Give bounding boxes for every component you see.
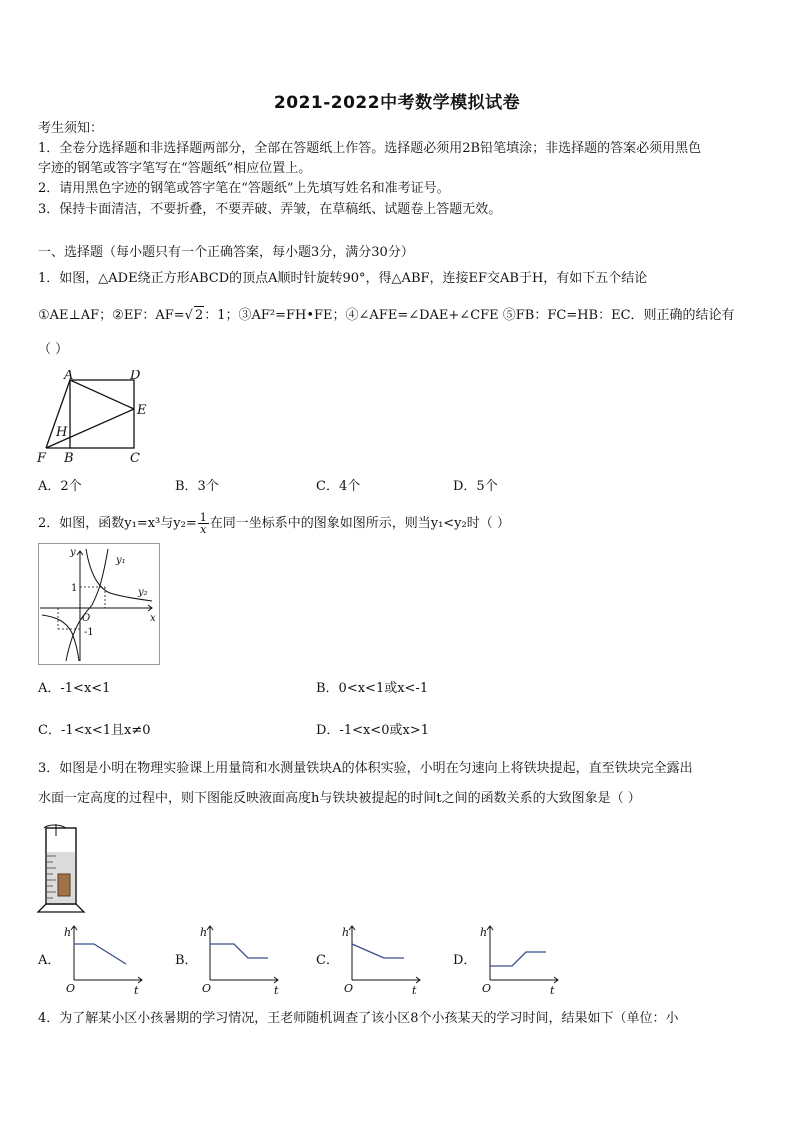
q3-stem-line1: 3．如图是小明在物理实验课上用量筒和水测量铁块A的体积实验，小明在匀速向上将铁块提起，直至铁块完全露出 — [38, 761, 693, 776]
q3-option-a-graph — [60, 922, 150, 998]
q3-option-b-graph — [196, 922, 286, 998]
graph-label-origin: O — [82, 613, 91, 624]
q2-stem-part-a: 2．如图，函数y₁=x³与y₂= — [38, 516, 197, 531]
q3-option-c-label: C． — [316, 953, 339, 968]
option-d-o: O — [482, 982, 492, 995]
option-a-o: O — [66, 982, 76, 995]
notice-item-2: 2．请用黑色字迹的钢笔或答字笔在“答题纸”上先填写姓名和准考证号。 — [38, 181, 450, 196]
q3-stem-line2: 水面一定高度的过程中，则下图能反映液面高度h与铁块被提起的时间t之间的函数关系的大致图象是（ ） — [38, 791, 641, 806]
q1-stem-line3: （ ） — [38, 342, 69, 357]
sqrt-symbol: √ — [184, 308, 193, 323]
graph-label-y1: y₁ — [116, 555, 126, 566]
q1-stem-line1: 1．如图，△ADE绕正方形ABCD的顶点A顺时针旋转90°，得△ABF，连接EF交AB于H，有如下五个结论 — [38, 271, 648, 286]
curve-y2-left — [42, 615, 79, 661]
q2-fraction-numerator: 1 — [199, 511, 207, 524]
option-c-h: h — [342, 926, 350, 939]
cylinder-base — [38, 904, 84, 912]
segment-ae — [70, 380, 134, 409]
option-b-t: t — [274, 984, 279, 997]
q1-option-b: B．3个 — [175, 479, 219, 494]
q3-option-a-label: A． — [38, 953, 61, 968]
label-c: C — [130, 451, 140, 466]
q3-cylinder-figure — [36, 822, 98, 914]
option-b-line — [210, 944, 268, 958]
label-e: E — [137, 403, 147, 418]
q1-stem-line2 — [38, 306, 758, 325]
option-d-line — [490, 952, 546, 966]
q3-option-d-label: D． — [453, 953, 477, 968]
q2-function-graph — [38, 543, 160, 665]
q3-option-d-graph — [476, 922, 566, 998]
graph-label-neg-one: -1 — [84, 627, 94, 638]
q2-option-d: D．-1<x<0或x>1 — [316, 723, 429, 738]
q1-option-d: D．5个 — [453, 479, 498, 494]
q3-option-b-label: B． — [175, 953, 198, 968]
q1-option-c: C．4个 — [316, 479, 361, 494]
notice-heading: 考生须知： — [38, 121, 104, 136]
option-c-t: t — [412, 984, 417, 997]
page-title: 2021-2022中考数学模拟试卷 — [273, 93, 521, 113]
label-d: D — [130, 370, 141, 383]
q1-option-a: A．2个 — [38, 479, 82, 494]
graph-frame — [39, 544, 160, 665]
label-f: F — [37, 451, 47, 466]
option-b-h: h — [200, 926, 208, 939]
option-a-h: h — [64, 926, 72, 939]
curve-y1 — [66, 549, 108, 661]
q4-stem-line1: 4．为了解某小区小孩暑期的学习情况，王老师随机调查了该小区8个小孩某天的学习时间，结果如下（单位：小 — [38, 1011, 679, 1026]
q1-stem-part-b: ：1；③AF²=FH•FE；④∠AFE=∠DAE+∠CFE ⑤FB：FC=HB：EC．则正确的结论有 — [204, 308, 735, 323]
option-d-h: h — [480, 926, 488, 939]
option-a-t: t — [134, 984, 139, 997]
q2-stem-part-b: 在同一坐标系中的图象如图所示，则当y₁<y₂时（ ） — [209, 516, 510, 531]
label-b: B — [64, 451, 74, 466]
q2-option-c: C．-1<x<1且x≠0 — [38, 723, 151, 738]
q1-stem-part-a: ①AE⊥AF；②EF：AF= — [38, 308, 185, 323]
q2-fraction-denominator: x — [200, 523, 207, 536]
graph-label-y2: y₂ — [138, 587, 148, 598]
notice-item-1-cont: 字迹的钢笔或答字笔写在“答题纸”相应位置上。 — [38, 161, 312, 176]
q2-fraction — [198, 512, 209, 535]
graph-label-x: x — [150, 613, 156, 624]
q3-option-c-graph — [338, 922, 428, 998]
iron-block — [58, 874, 70, 896]
option-c-line — [352, 944, 404, 958]
graph-label-one: 1 — [71, 583, 78, 594]
option-b-o: O — [202, 982, 212, 995]
label-a: A — [64, 370, 74, 383]
graph-label-y: y — [70, 547, 76, 558]
option-d-t: t — [550, 984, 555, 997]
q2-option-a: A．-1<x<1 — [38, 681, 111, 696]
square-abcd — [70, 380, 134, 448]
section-heading: 一、选择题（每小题只有一个正确答案，每小题3分，满分30分） — [38, 245, 414, 260]
option-c-o: O — [344, 982, 354, 995]
notice-item-1: 1．全卷分选择题和非选择题两部分，全部在答题纸上作答。选择题必须用2B铅笔填涂；非选择题的答案必须用黑色 — [38, 141, 702, 156]
q1-sqrt-value: 2 — [194, 308, 204, 323]
q2-option-b: B．0<x<1或x<-1 — [316, 681, 429, 696]
option-a-line — [74, 944, 126, 964]
q1-square-figure — [34, 370, 154, 466]
label-h: H — [56, 425, 68, 440]
q2-stem — [38, 512, 758, 535]
notice-item-3: 3．保持卡面清洁，不要折叠，不要弄破、弄皱，在草稿纸、试题卷上答题无效。 — [38, 202, 502, 217]
